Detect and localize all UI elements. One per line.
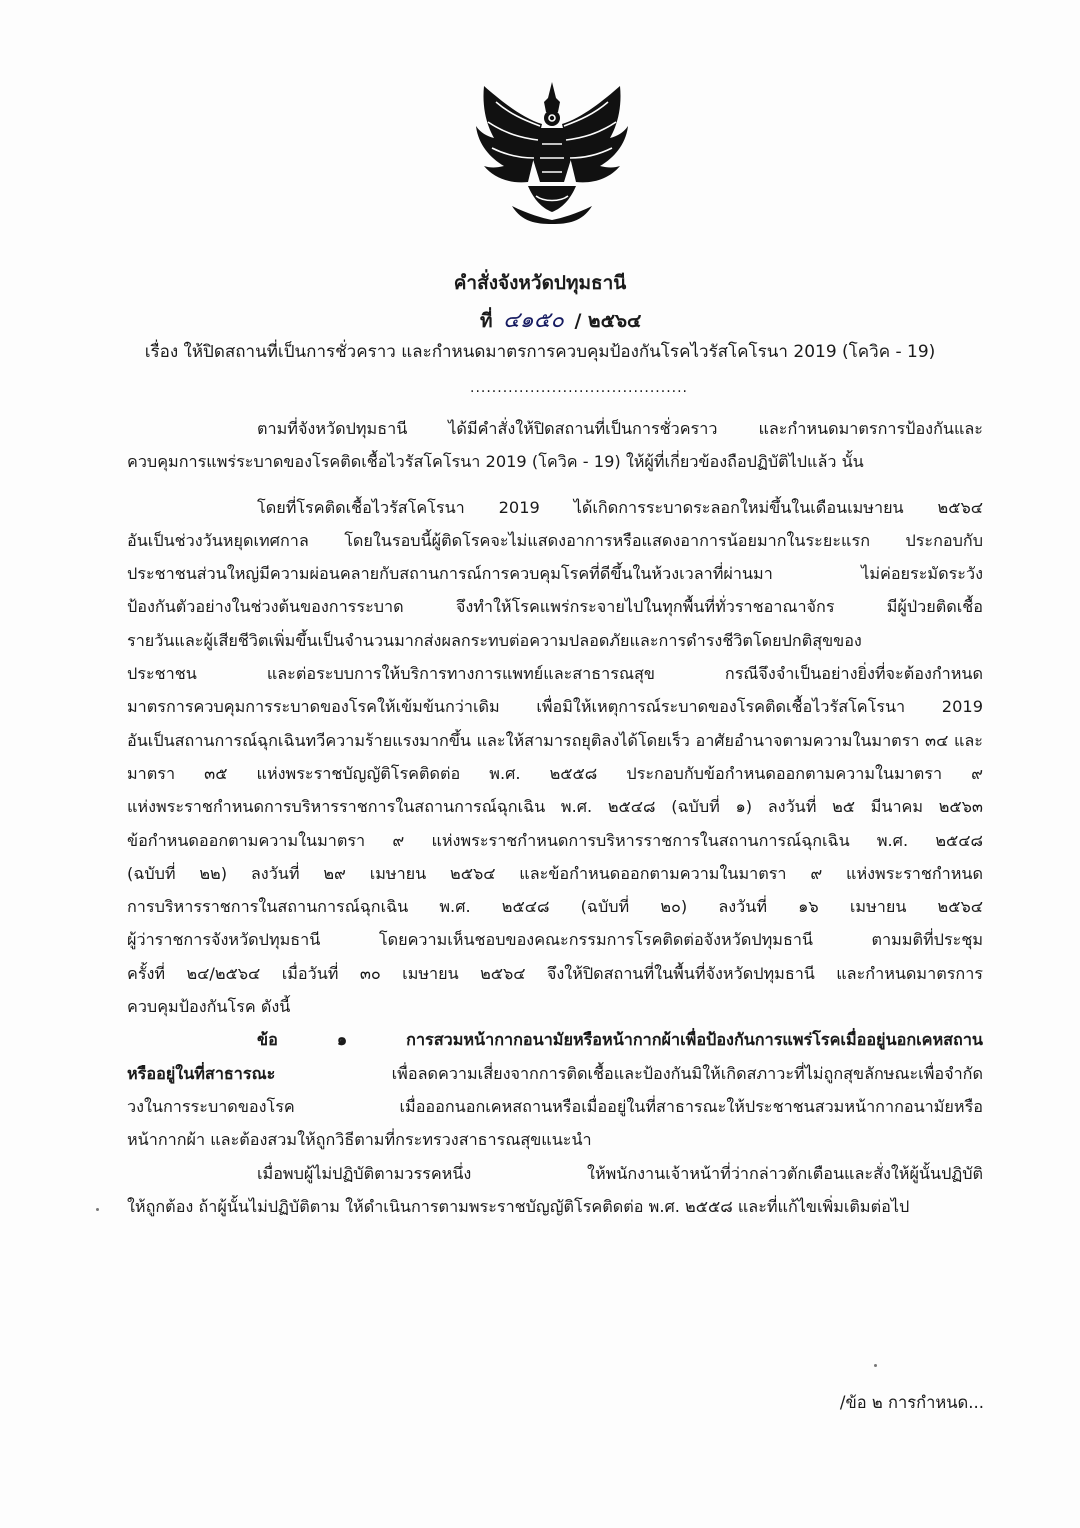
para2-line: ข้อกำหนดออกตามความในมาตรา ๙ แห่งพระราชกำหนดการบริหารราชการในสถานการณ์ฉุกเฉิน พ.ศ. ๒๕๔๘ [127,830,983,850]
para2-line: อันเป็นสถานการณ์ฉุกเฉินทวีความร้ายแรงมากขึ้น และให้สามารถยุติลงได้โดยเร็ว อาศัยอำนาจตามความในมาตรา ๓๔ และ [127,730,983,750]
para1-line: ควบคุมการแพร่ระบาดของโรคติดเชื้อไวรัสโคโรนา 2019 (โควิค - 19) ให้ผู้ที่เกี่ยวข้องถือปฏิบัติไปแล้ว นั้น [127,452,864,472]
para2-line: รายวันและผู้เสียชีวิตเพิ่มขึ้นเป็นจำนวนมากส่งผลกระทบต่อความปลอดภัยและการดำรงชีวิตโดยปกติสุขของ [127,630,862,650]
para2-line: การบริหารราชการในสถานการณ์ฉุกเฉิน พ.ศ. ๒๕๔๘ (ฉบับที่ ๒๐) ลงวันที่ ๑๖ เมษายน ๒๕๖๔ [127,897,983,917]
para2-line: ควบคุมป้องกันโรค ดังนี้ [127,997,291,1017]
clause1-heading: ข้อ ๑ การสวมหน้ากากอนามัยหรือหน้ากากผ้าเพื่อป้องกันการแพร่โรคเมื่ออยู่นอกเคหสถาน [257,1030,983,1050]
para2-line: ผู้ว่าราชการจังหวัดปทุมธานี โดยความเห็นชอบของคณะกรรมการโรคติดต่อจังหวัดปทุมธานี ตามมติที่ประชุม [127,930,983,950]
clause1-heading-cont: หรืออยู่ในที่สาธารณะ [127,1063,276,1083]
para2-line: มาตรการควบคุมการระบาดของโรคให้เข้มข้นกว่าเดิม เพื่อมิให้เหตุการณ์ระบาดของโรคติดเชื้อไวรัสโคโรนา 2019 [127,697,983,717]
clause1-line: วงในการระบาดของโรค เมื่อออกนอกเคหสถานหรือเมื่ออยู่ในที่สาธารณะให้ประชาชนสวมหน้ากากอนามัยหรือ [127,1096,983,1116]
para2-line: ประชาชน และต่อระบบการให้บริการทางการแพทย์และสาธารณสุข กรณีจึงจำเป็นอย่างยิ่งที่จะต้องกำหนด [127,664,983,684]
continuation-note: /ข้อ ๒ การกำหนด... [839,1393,984,1412]
order-body [127,412,983,1223]
garuda-emblem-icon [472,78,632,226]
clause1-line: หน้ากากผ้า และต้องสวมให้ถูกวิธีตามที่กระทรวงสาธารณสุขแนะนำ [127,1130,592,1150]
clause1-text: เพื่อลดความเสี่ยงจากการติดเชื้อและป้องกันมิให้เกิดสภาวะที่ไม่ถูกสุขลักษณะเพื่อจำกัด [275,1063,983,1083]
order-number-prefix: ที่ [480,310,493,332]
clause1-line [127,1057,983,1090]
para2-line: อันเป็นช่วงวันหยุดเทศกาล โดยในรอบนี้ผู้ติดโรคจะไม่แสดงอาการหรือแสดงอาการน้อยมากในระยะแรก ประกอบกับ [127,530,983,550]
order-number-year: / ๒๕๖๔ [574,310,642,332]
para1-line: ตามที่จังหวัดปทุมธานี ได้มีคำสั่งให้ปิดสถานที่เป็นการชั่วคราว และกำหนดมาตรการป้องกันและ [257,419,983,438]
para2-line: มาตรา ๓๕ แห่งพระราชบัญญัติโรคติดต่อ พ.ศ. ๒๕๕๘ ประกอบกับข้อกำหนดออกตามความในมาตรา ๙ [127,763,983,783]
paper-speck [96,1208,99,1211]
para2-line: แห่งพระราชกำหนดการบริหารราชการในสถานการณ์ฉุกเฉิน พ.ศ. ๒๕๔๘ (ฉบับที่ ๑) ลงวันที่ ๒๕ มีนาคม ๒๕๖๓ [127,797,983,817]
para2-line: ป้องกันตัวอย่างในช่วงต้นของการระบาด จึงทำให้โรคแพร่กระจายไปในทุกพื้นที่ทั่วราชอาณาจักร มีผู้ป่วยติดเชื้อ [127,597,983,617]
para2-line: ครั้งที่ ๒๔/๒๕๖๔ เมื่อวันที่ ๓๐ เมษายน ๒๕๖๔ จึงให้ปิดสถานที่ในพื้นที่จังหวัดปทุมธานี และกำหนดมาตรการ [127,963,983,983]
divider-dots: ........................................ [470,380,689,396]
order-number [480,302,641,337]
para4-line: ให้ถูกต้อง ถ้าผู้นั้นไม่ปฏิบัติตาม ให้ดำเนินการตามพระราชบัญญัติโรคติดต่อ พ.ศ. ๒๕๕๘ และที่แก้ไขเพิ่มเติมต่อไป [127,1196,910,1216]
para2-line: ประชาชนส่วนใหญ่มีความผ่อนคลายกับสถานการณ์การควบคุมโรคที่ดีขึ้นในห้วงเวลาที่ผ่านมา ไม่ค่อยระมัดระวัง [127,564,983,584]
para4-line: เมื่อพบผู้ไม่ปฏิบัติตามวรรคหนึ่ง ให้พนักงานเจ้าหน้าที่ว่ากล่าวตักเตือนและสั่งให้ผู้นั้นปฏิบัติ [257,1163,983,1183]
order-title: คำสั่งจังหวัดปทุมธานี [453,272,627,294]
order-subject: เรื่อง ให้ปิดสถานที่เป็นการชั่วคราว และกำหนดมาตรการควบคุมป้องกันโรคไวรัสโคโรนา 2019 (โควิค - 19) [144,342,936,362]
para2-line: โดยที่โรคติดเชื้อไวรัสโคโรนา 2019 ได้เกิดการระบาดระลอกใหม่ขึ้นในเดือนเมษายน ๒๕๖๔ [257,497,983,517]
paper-speck [874,1364,877,1367]
order-number-handwritten: ๔๑๕๐ [503,308,564,333]
para2-line: (ฉบับที่ ๒๒) ลงวันที่ ๒๙ เมษายน ๒๕๖๔ และข้อกำหนดออกตามความในมาตรา ๙ แห่งพระราชกำหนด [127,863,983,883]
